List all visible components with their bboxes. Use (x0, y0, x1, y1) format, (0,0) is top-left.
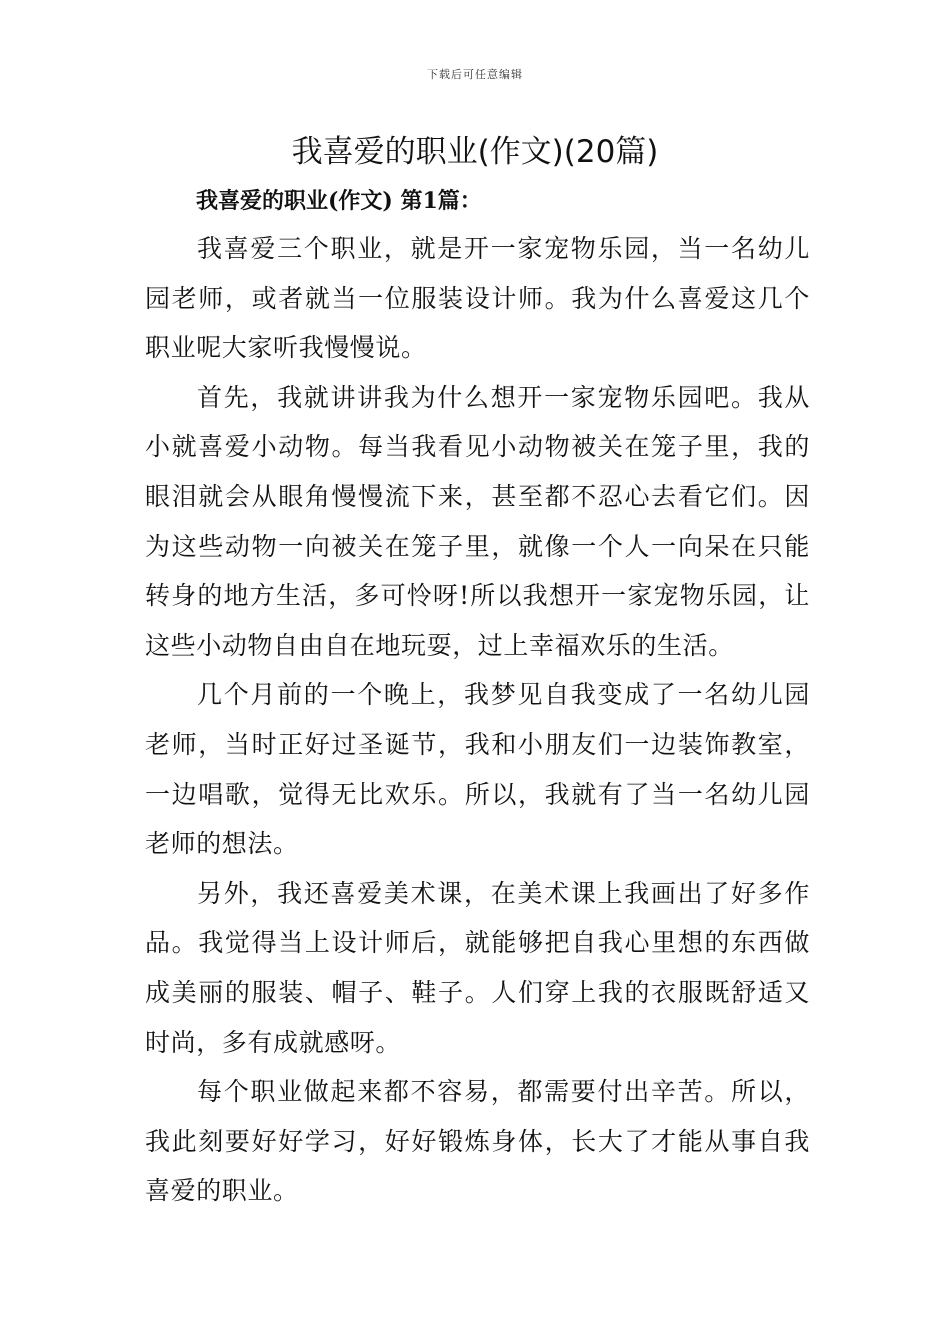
paragraph: 首先，我就讲讲我为什么想开一家宠物乐园吧。我从小就喜爱小动物。每当我看见小动物被关在笼子里，我的眼泪就会从眼角慢慢流下来，甚至都不忍心去看它们。因为这些动物一向被关在笼子里，就像一个人一向呆在只能转身的地方生活，多可怜呀!所以我想开一家宠物乐园，让这些小动物自由自在地玩耍，过上幸福欢乐的生活。 (145, 382, 810, 660)
paragraph: 每个职业做起来都不容易，都需要付出辛苦。所以，我此刻要好好学习，好好锻炼身体，长大了才能从事自我喜爱的职业。 (145, 1077, 810, 1206)
paragraph: 另外，我还喜爱美术课，在美术课上我画出了好多作品。我觉得当上设计师后，就能够把自我心里想的东西做成美丽的服装、帽子、鞋子。人们穿上我的衣服既舒适又时尚，多有成就感呀。 (145, 878, 810, 1057)
document-title: 我喜爱的职业(作文)(20篇) (291, 134, 659, 170)
essay-body (145, 224, 810, 1216)
paragraph: 我喜爱三个职业，就是开一家宠物乐园，当一名幼儿园老师，或者就当一位服装设计师。我为什么喜爱这几个职业呢大家听我慢慢说。 (145, 234, 810, 363)
header-note: 下载后可任意编辑 (427, 68, 523, 81)
section-heading: 我喜爱的职业(作文) 第1篇： (196, 188, 482, 214)
paragraph: 几个月前的一个晚上，我梦见自我变成了一名幼儿园老师，当时正好过圣诞节，我和小朋友们一边装饰教室，一边唱歌，觉得无比欢乐。所以，我就有了当一名幼儿园老师的想法。 (145, 680, 810, 859)
